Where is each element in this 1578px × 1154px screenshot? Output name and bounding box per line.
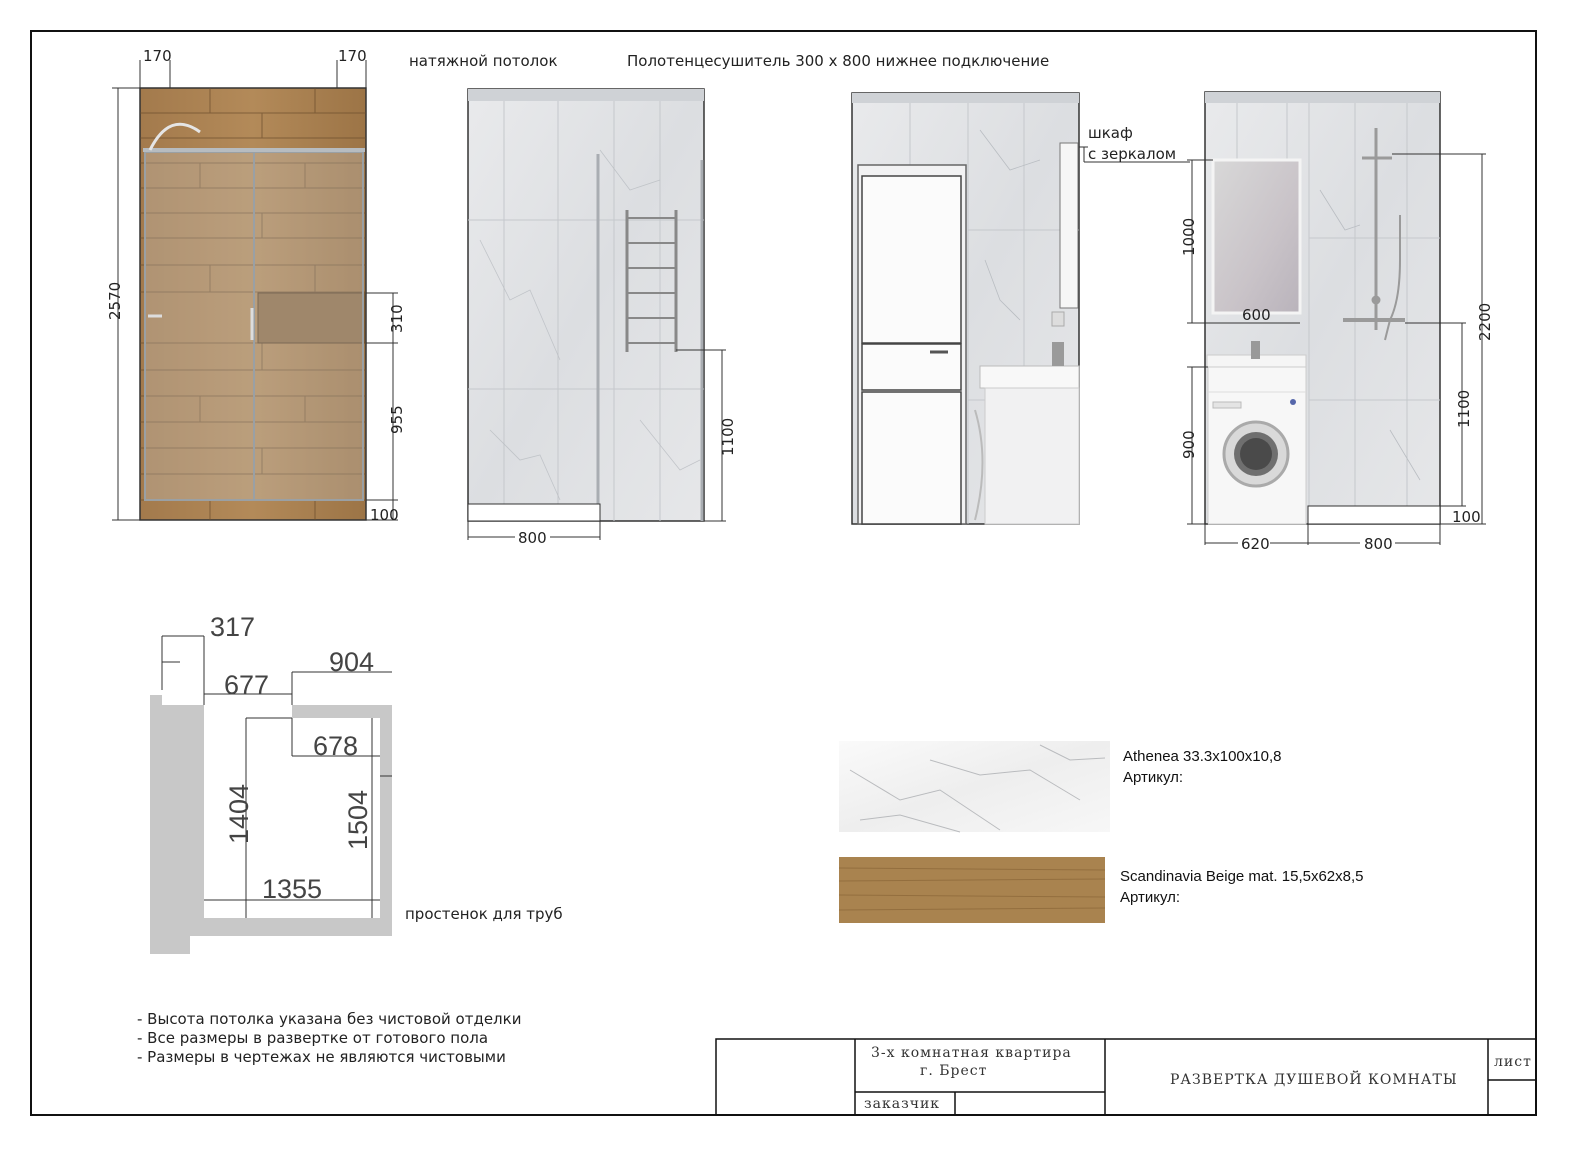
label-cabinet-line1: шкаф xyxy=(1088,124,1133,142)
label-ceiling: натяжной потолок xyxy=(409,52,558,70)
dim-1100: 1100 xyxy=(719,417,737,456)
elevation-shower-wall xyxy=(1205,92,1440,524)
label-cabinet-line2: с зеркалом xyxy=(1088,145,1177,163)
label-pipe-wall: простенок для труб xyxy=(405,905,563,923)
wall-cabinet-mirror xyxy=(1060,143,1078,308)
material-name-wood: Scandinavia Beige mat. 15,5x62x8,5 xyxy=(1120,868,1364,885)
mirror xyxy=(1213,160,1300,313)
dim-310: 310 xyxy=(388,304,406,333)
dim-2200: 2200 xyxy=(1476,302,1494,341)
dim-1000: 1000 xyxy=(1180,217,1198,256)
floor-step xyxy=(468,504,600,521)
dim-800: 800 xyxy=(518,529,547,547)
dim-100: 100 xyxy=(370,506,399,524)
plan-dim-677: 677 xyxy=(224,670,270,700)
title-project-line2: г. Брест xyxy=(920,1063,988,1079)
sink xyxy=(980,366,1079,388)
dim-800-shower: 800 xyxy=(1364,535,1393,553)
plan-dim-1404: 1404 xyxy=(224,783,254,844)
dim-2570: 2570 xyxy=(106,281,124,320)
dim-1100-shower: 1100 xyxy=(1455,389,1473,428)
plan-dim-904: 904 xyxy=(329,647,375,677)
dim-170-right: 170 xyxy=(338,47,367,65)
material-article-marble: Артикул: xyxy=(1123,769,1184,786)
material-article-wood: Артикул: xyxy=(1120,889,1181,906)
shower-floor-step xyxy=(1308,506,1440,524)
dim-600: 600 xyxy=(1242,306,1271,324)
note-2: - Все размеры в развертке от готового пола xyxy=(137,1029,489,1047)
dim-170-left: 170 xyxy=(143,47,172,65)
dim-900: 900 xyxy=(1180,430,1198,459)
elevation-wood-wall xyxy=(140,88,366,520)
plan-dim-317: 317 xyxy=(210,612,256,642)
plan-dim-1355: 1355 xyxy=(262,874,323,904)
plan-dim-1504: 1504 xyxy=(343,789,373,850)
title-customer: заказчик xyxy=(864,1096,941,1112)
dim-100-shower: 100 xyxy=(1452,508,1481,526)
elevation-cabinet-wall xyxy=(852,93,1079,524)
note-1: - Высота потолка указана без чистовой отделки xyxy=(137,1010,522,1028)
plan-dim-678: 678 xyxy=(313,731,359,761)
material-swatch-marble xyxy=(839,741,1110,832)
title-project-line1: 3-х комнатная квартира xyxy=(871,1045,1072,1061)
dim-620: 620 xyxy=(1241,535,1270,553)
title-sheet-name: РАЗВЕРТКА ДУШЕВОЙ КОМНАТЫ xyxy=(1170,1072,1458,1088)
note-3: - Размеры в чертежах не являются чистовыми xyxy=(137,1048,506,1066)
dim-955: 955 xyxy=(388,405,406,434)
label-towel-dryer: Полотенцесушитель 300 х 800 нижнее подключение xyxy=(627,52,1050,70)
elevation-towel-wall xyxy=(468,89,704,521)
material-swatch-wood xyxy=(839,857,1105,923)
title-sheet-label: лист xyxy=(1494,1054,1532,1070)
material-name-marble: Athenea 33.3x100x10,8 xyxy=(1123,748,1282,765)
